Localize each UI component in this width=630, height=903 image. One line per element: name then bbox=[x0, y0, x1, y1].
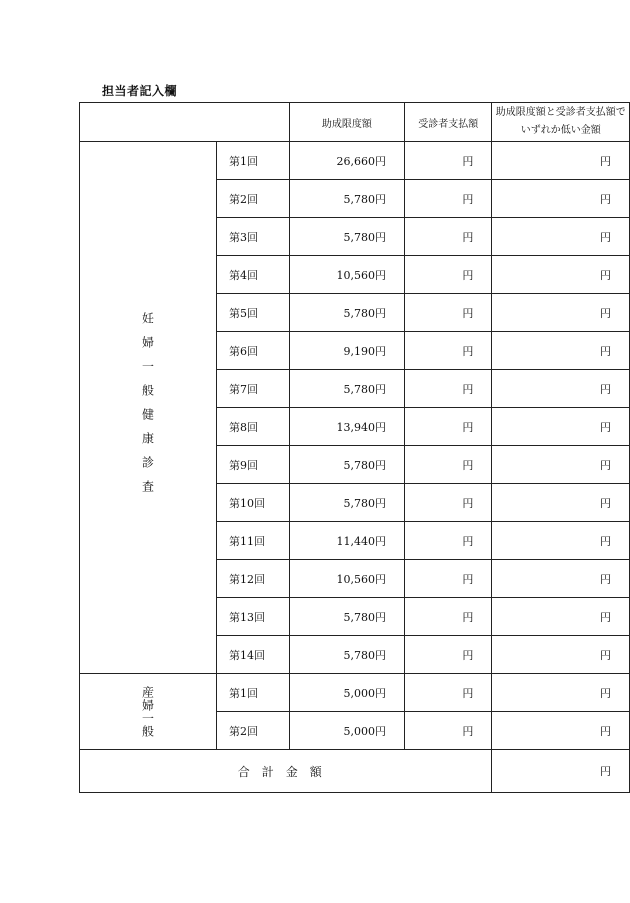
total-label-cell bbox=[80, 750, 492, 793]
limit-cell: 10,560円 bbox=[289, 560, 404, 598]
visit-cell: 第3回 bbox=[217, 218, 290, 256]
lower-amount-cell[interactable]: 円 bbox=[492, 408, 630, 446]
lower-amount-cell[interactable]: 円 bbox=[492, 598, 630, 636]
lower-amount-cell[interactable]: 円 bbox=[492, 370, 630, 408]
visit-cell: 第7回 bbox=[217, 370, 290, 408]
paid-cell[interactable]: 円 bbox=[405, 218, 492, 256]
limit-cell: 5,780円 bbox=[289, 180, 404, 218]
limit-cell: 5,780円 bbox=[289, 370, 404, 408]
paid-cell[interactable]: 円 bbox=[405, 180, 492, 218]
visit-cell: 第6回 bbox=[217, 332, 290, 370]
limit-cell: 5,780円 bbox=[289, 636, 404, 674]
lower-amount-cell[interactable]: 円 bbox=[492, 218, 630, 256]
lower-amount-cell[interactable]: 円 bbox=[492, 256, 630, 294]
paid-cell[interactable]: 円 bbox=[405, 636, 492, 674]
table-row bbox=[80, 142, 630, 180]
limit-cell: 5,780円 bbox=[289, 484, 404, 522]
visit-cell: 第11回 bbox=[217, 522, 290, 560]
limit-cell: 5,780円 bbox=[289, 446, 404, 484]
subsidy-table bbox=[79, 102, 630, 793]
table-row bbox=[80, 674, 630, 712]
visit-cell: 第8回 bbox=[217, 408, 290, 446]
header-row bbox=[80, 103, 630, 142]
paid-cell[interactable]: 円 bbox=[405, 142, 492, 180]
group-label-text: 妊婦一般健康診査 bbox=[140, 311, 155, 504]
lower-amount-cell[interactable]: 円 bbox=[492, 180, 630, 218]
paid-cell[interactable]: 円 bbox=[405, 484, 492, 522]
lower-amount-cell[interactable]: 円 bbox=[492, 294, 630, 332]
visit-cell: 第13回 bbox=[217, 598, 290, 636]
header-blank-cell bbox=[80, 103, 290, 142]
group-label-pregnancy bbox=[80, 142, 217, 674]
header-lower-line2: いずれか低い金額 bbox=[520, 125, 601, 136]
paid-cell[interactable]: 円 bbox=[405, 294, 492, 332]
group-label-text: 産婦一般 bbox=[140, 685, 155, 738]
paid-cell[interactable]: 円 bbox=[405, 332, 492, 370]
limit-cell: 5,000円 bbox=[289, 674, 404, 712]
paid-cell[interactable]: 円 bbox=[405, 712, 492, 750]
paid-cell[interactable]: 円 bbox=[405, 370, 492, 408]
limit-cell: 5,780円 bbox=[289, 294, 404, 332]
lower-amount-cell[interactable]: 円 bbox=[492, 712, 630, 750]
limit-cell: 9,190円 bbox=[289, 332, 404, 370]
limit-cell: 13,940円 bbox=[289, 408, 404, 446]
visit-cell: 第12回 bbox=[217, 560, 290, 598]
group-label-postpartum bbox=[80, 674, 217, 750]
visit-cell: 第1回 bbox=[217, 674, 290, 712]
paid-cell[interactable]: 円 bbox=[405, 522, 492, 560]
visit-cell: 第10回 bbox=[217, 484, 290, 522]
lower-amount-cell[interactable]: 円 bbox=[492, 636, 630, 674]
lower-amount-cell[interactable]: 円 bbox=[492, 484, 630, 522]
visit-cell: 第1回 bbox=[217, 142, 290, 180]
header-limit: 助成限度額 bbox=[289, 103, 404, 142]
visit-cell: 第2回 bbox=[217, 712, 290, 750]
lower-amount-cell[interactable]: 円 bbox=[492, 332, 630, 370]
lower-amount-cell[interactable]: 円 bbox=[492, 674, 630, 712]
header-lower-line1: 助成限度額と受診者支払額で bbox=[495, 107, 626, 118]
paid-cell[interactable]: 円 bbox=[405, 674, 492, 712]
limit-cell: 26,660円 bbox=[289, 142, 404, 180]
limit-cell: 5,000円 bbox=[289, 712, 404, 750]
paid-cell[interactable]: 円 bbox=[405, 446, 492, 484]
visit-cell: 第5回 bbox=[217, 294, 290, 332]
paid-cell[interactable]: 円 bbox=[405, 408, 492, 446]
paid-cell[interactable]: 円 bbox=[405, 256, 492, 294]
lower-amount-cell[interactable]: 円 bbox=[492, 522, 630, 560]
visit-cell: 第9回 bbox=[217, 446, 290, 484]
header-lower-amount bbox=[492, 103, 630, 142]
visit-cell: 第14回 bbox=[217, 636, 290, 674]
lower-amount-cell[interactable]: 円 bbox=[492, 446, 630, 484]
total-amount-cell[interactable]: 円 bbox=[492, 750, 630, 793]
section-title: 担当者記入欄 bbox=[102, 84, 178, 98]
limit-cell: 5,780円 bbox=[289, 598, 404, 636]
visit-cell: 第4回 bbox=[217, 256, 290, 294]
limit-cell: 11,440円 bbox=[289, 522, 404, 560]
total-label: 合計金額 bbox=[237, 764, 334, 779]
visit-cell: 第2回 bbox=[217, 180, 290, 218]
lower-amount-cell[interactable]: 円 bbox=[492, 560, 630, 598]
total-row bbox=[80, 750, 630, 793]
paid-cell[interactable]: 円 bbox=[405, 560, 492, 598]
limit-cell: 10,560円 bbox=[289, 256, 404, 294]
lower-amount-cell[interactable]: 円 bbox=[492, 142, 630, 180]
paid-cell[interactable]: 円 bbox=[405, 598, 492, 636]
header-paid: 受診者支払額 bbox=[405, 103, 492, 142]
limit-cell: 5,780円 bbox=[289, 218, 404, 256]
